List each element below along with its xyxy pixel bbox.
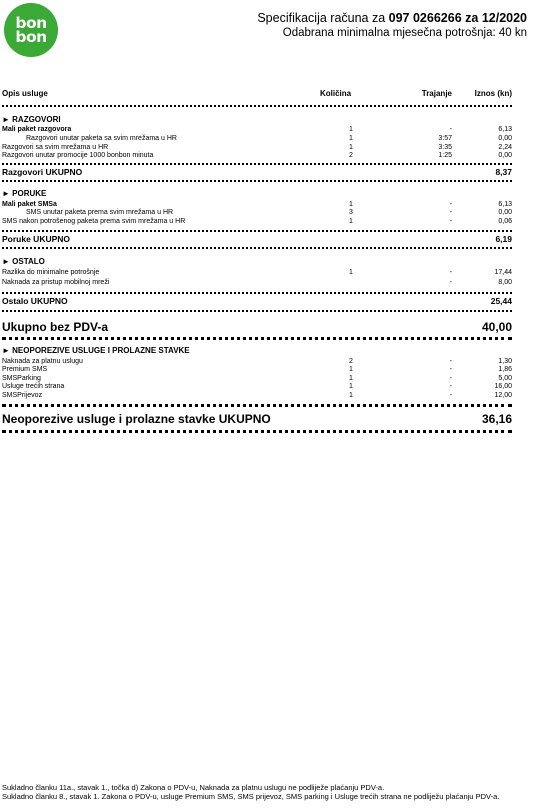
title-prefix: Specifikacija računa za <box>257 11 389 25</box>
divider <box>2 292 512 294</box>
row-amount: 1,86 <box>498 366 512 373</box>
row-qty: 1 <box>349 383 353 390</box>
row-qty: 1 <box>349 135 353 142</box>
row-desc: Naknada za platnu uslugu <box>2 358 83 365</box>
row-qty: 1 <box>349 392 353 399</box>
total-label: Razgovori UKUPNO <box>2 167 83 177</box>
row-desc: Usluge trećih strana <box>2 383 65 390</box>
section-title-ostalo: ► OSTALO <box>2 257 45 266</box>
divider <box>2 230 512 232</box>
row-qty: 1 <box>349 144 353 151</box>
logo-line-1: bon <box>15 14 47 32</box>
divider <box>2 247 512 249</box>
divider <box>2 180 512 182</box>
column-qty: Količina <box>320 89 352 98</box>
row-duration: - <box>449 375 452 382</box>
logo-line-2: bon <box>15 28 47 46</box>
row-duration: - <box>449 269 452 276</box>
divider <box>2 105 512 107</box>
row-qty: 1 <box>349 366 353 373</box>
row-amount: 5,00 <box>498 375 512 382</box>
row-duration: - <box>449 366 452 373</box>
row-qty: 1 <box>349 269 353 276</box>
title-middle: za <box>461 11 482 25</box>
row-amount: 16,00 <box>494 383 512 390</box>
divider <box>2 404 512 407</box>
total-label: Ostalo UKUPNO <box>2 296 68 306</box>
row-desc: Premium SMS <box>2 366 48 373</box>
row-duration: - <box>449 383 452 390</box>
row-qty: 1 <box>349 375 353 382</box>
row-amount: 6,13 <box>498 201 512 208</box>
column-headers <box>2 89 512 101</box>
bill-subtitle: Odabrana minimalna mjesečna potrošnja: 40 kn <box>282 27 527 39</box>
bill-header <box>257 11 527 40</box>
divider <box>2 310 512 312</box>
divider <box>2 337 512 340</box>
bill-period: 12/2020 <box>481 11 527 25</box>
total-label: Neoporezive usluge i prolazne stavke UKUPNO <box>2 412 271 426</box>
table-row <box>2 217 512 227</box>
bill-title <box>257 11 527 26</box>
row-desc: Naknada za pristup mobilnoj mreži <box>2 279 110 286</box>
row-amount: 1,30 <box>498 358 512 365</box>
row-amount: 0,00 <box>498 152 512 159</box>
section-title-neoporezive: ► NEOPOREZIVE USLUGE I PROLAZNE STAVKE <box>2 346 190 355</box>
section-title-poruke: ► PORUKE <box>2 189 47 198</box>
divider <box>2 430 512 433</box>
row-desc: Mali paket SMSa <box>2 201 57 208</box>
column-desc: Opis usluge <box>2 89 48 98</box>
row-qty: 2 <box>349 152 353 159</box>
bonbon-logo <box>4 3 58 57</box>
row-amount: 0,00 <box>498 209 512 216</box>
phone-number: 097 0266266 <box>388 11 462 25</box>
row-desc: Mali paket razgovora <box>2 126 72 133</box>
row-amount: 6,13 <box>498 126 512 133</box>
row-desc: Razgovori sa svim mrežama u HR <box>2 144 109 151</box>
row-qty: 1 <box>349 201 353 208</box>
row-qty: 1 <box>349 126 353 133</box>
section-title-razgovori: ► RAZGOVORI <box>2 115 61 124</box>
row-qty: 3 <box>349 209 353 216</box>
row-amount: 8,00 <box>498 279 512 286</box>
row-duration: 3:57 <box>438 135 452 142</box>
divider <box>2 163 512 165</box>
column-amount: Iznos (kn) <box>474 89 512 98</box>
row-amount: 2,24 <box>498 144 512 151</box>
total-amount: 8,37 <box>495 167 512 177</box>
row-amount: 17,44 <box>494 269 512 276</box>
row-desc: SMSParking <box>2 375 41 382</box>
row-duration: - <box>449 209 452 216</box>
row-duration: 3:35 <box>438 144 452 151</box>
subtotal-amount: 40,00 <box>481 320 512 334</box>
row-desc: Razlika do minimalne potrošnje <box>2 269 100 276</box>
subtotal-label: Ukupno bez PDV-a <box>2 320 109 334</box>
total-label: Poruke UKUPNO <box>2 234 71 244</box>
footer-note-1: Sukladno članku 11a., stavak 1., točka d) Zakona o PDV-u, Naknada za platnu uslugu ne podliježe plaćanju PDV-a. <box>2 783 385 792</box>
total-amount: 6,19 <box>495 234 512 244</box>
row-desc: SMS unutar paketa prema svim mrežama u HR <box>26 209 174 216</box>
row-duration: - <box>449 279 452 286</box>
table-row <box>2 391 512 401</box>
legal-footer <box>2 783 537 801</box>
row-desc: SMS nakon potrošenog paketa prema svim mrežama u HR <box>2 218 186 225</box>
row-duration: - <box>449 126 452 133</box>
row-amount: 0,00 <box>498 135 512 142</box>
row-qty: 1 <box>349 218 353 225</box>
total-amount: 25,44 <box>490 296 512 306</box>
row-amount: 12,00 <box>494 392 512 399</box>
row-qty: 2 <box>349 358 353 365</box>
row-duration: 1:25 <box>438 152 452 159</box>
footer-note-2: Sukladno članku 8., stavak 1. Zakona o PDV-u, usluge Premium SMS, SMS prijevoz, SMS parking i Usluge trećih strana ne podliježu plaćanju PDV-a. <box>2 792 500 801</box>
row-desc: Razgovori unutar promocije 1000 bonbon minuta <box>2 152 154 159</box>
row-duration: - <box>449 201 452 208</box>
row-amount: 0,06 <box>498 218 512 225</box>
row-desc: SMSPrijevoz <box>2 392 43 399</box>
column-duration: Trajanje <box>421 89 452 98</box>
row-duration: - <box>449 218 452 225</box>
table-row <box>2 151 512 161</box>
row-duration: - <box>449 358 452 365</box>
row-duration: - <box>449 392 452 399</box>
table-row <box>2 278 512 288</box>
total-amount: 36,16 <box>481 412 512 426</box>
table-row <box>2 268 512 278</box>
row-desc: Razgovori unutar paketa sa svim mrežama u HR <box>26 135 177 142</box>
